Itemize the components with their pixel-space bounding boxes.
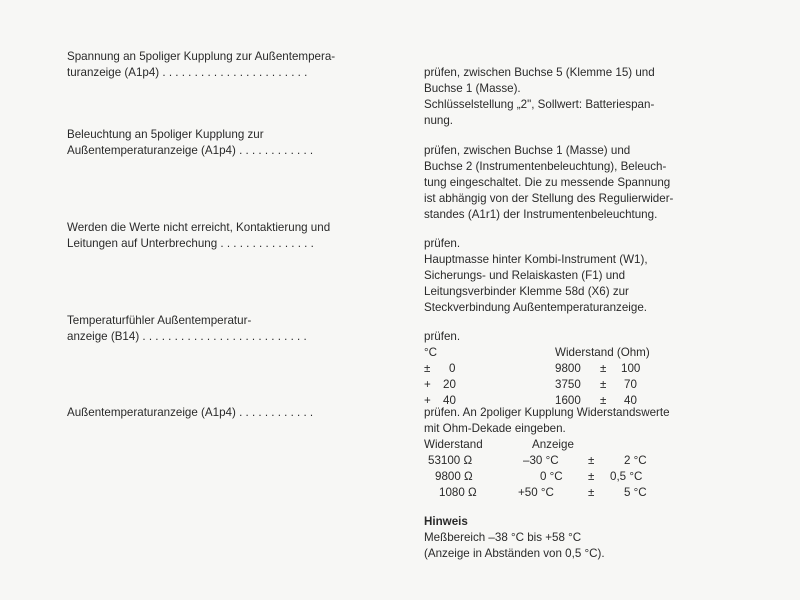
- table-row: [424, 361, 724, 377]
- table-row: [424, 377, 724, 393]
- note-title: Hinweis: [424, 515, 468, 528]
- label-line: Beleuchtung an 5poliger Kupplung zur: [67, 128, 264, 141]
- note-line: Meßbereich –38 °C bis +58 °C: [424, 531, 582, 544]
- entry-instruction: [424, 143, 724, 223]
- cell-sign: ±: [424, 362, 431, 375]
- instruction-line: Buchse 2 (Instrumentenbeleuchtung), Beleuch-: [424, 160, 667, 173]
- cell-resistance: 9800: [555, 362, 581, 375]
- cell-temp: 0: [449, 362, 456, 375]
- cell-pm: ±: [600, 394, 607, 407]
- instruction-line: prüfen.: [424, 237, 461, 250]
- table-row: [424, 469, 724, 485]
- cell-resistance: 1600: [555, 394, 581, 407]
- header-temp: °C: [424, 346, 438, 359]
- instruction-line: prüfen, zwischen Buchse 5 (Klemme 15) und: [424, 66, 655, 79]
- cell-pm: ±: [600, 362, 607, 375]
- cell-pm: ±: [588, 486, 595, 499]
- sensor-table-header: [424, 345, 724, 361]
- instruction-line: Hauptmasse hinter Kombi-Instrument (W1),: [424, 253, 648, 266]
- entry-instruction: [424, 65, 724, 129]
- entry-instruction: [424, 236, 724, 316]
- label-line: Leitungen auf Unterbrechung . . . . . . . . . . . . . . .: [67, 237, 314, 250]
- instruction-line: standes (A1r1) der Instrumentenbeleuchtung.: [424, 208, 658, 221]
- cell-display: 0 °C: [540, 470, 563, 483]
- cell-tolerance: 0,5 °C: [610, 470, 643, 483]
- label-line: Spannung an 5poliger Kupplung zur Außentempera-: [67, 50, 336, 63]
- instruction-line: prüfen, zwischen Buchse 1 (Masse) und: [424, 144, 631, 157]
- instruction-line: Leitungsverbinder Klemme 58d (X6) zur: [424, 285, 629, 298]
- entry-label: [67, 405, 417, 421]
- label-line: Außentemperaturanzeige (A1p4) . . . . . . . . . . . .: [67, 144, 314, 157]
- entry-label: [67, 220, 417, 252]
- cell-resistance: 53100 Ω: [428, 454, 473, 467]
- note-line: (Anzeige in Abständen von 0,5 °C).: [424, 547, 605, 560]
- cell-sign: +: [424, 394, 431, 407]
- instruction-line: nung.: [424, 114, 454, 127]
- table-row: [424, 485, 724, 501]
- label-line: turanzeige (A1p4) . . . . . . . . . . . . . . . . . . . . . . .: [67, 66, 308, 79]
- table-row: [424, 453, 724, 469]
- instruction-line: Sicherungs- und Relaiskasten (F1) und: [424, 269, 626, 282]
- instruction-line: ist abhängig von der Stellung des Regulierwider-: [424, 192, 674, 205]
- entry-instruction: [424, 405, 724, 501]
- instruction-line: tung eingeschaltet. Die zu messende Spannung: [424, 176, 671, 189]
- header-resistance: Widerstand (Ohm): [555, 346, 650, 359]
- cell-temp: 40: [443, 394, 456, 407]
- instruction-line: mit Ohm-Dekade eingeben.: [424, 422, 566, 435]
- label-line: anzeige (B14) . . . . . . . . . . . . . . . . . . . . . . . . . .: [67, 330, 307, 343]
- cell-sign: +: [424, 378, 431, 391]
- header-resistance: Widerstand: [424, 438, 483, 451]
- entry-instruction: [424, 329, 724, 409]
- cell-tolerance: 2 °C: [624, 454, 647, 467]
- cell-pm: ±: [588, 454, 595, 467]
- label-line: Außentemperaturanzeige (A1p4) . . . . . . . . . . . .: [67, 406, 314, 419]
- cell-display: –30 °C: [523, 454, 559, 467]
- cell-tolerance: 100: [621, 362, 641, 375]
- cell-pm: ±: [588, 470, 595, 483]
- cell-tolerance: 5 °C: [624, 486, 647, 499]
- cell-resistance: 3750: [555, 378, 581, 391]
- header-display: Anzeige: [532, 438, 574, 451]
- label-line: Temperaturfühler Außentemperatur-: [67, 314, 252, 327]
- instruction-line: prüfen.: [424, 330, 461, 343]
- note-content: [424, 514, 724, 562]
- entry-label: [67, 49, 417, 81]
- instruction-line: Schlüsselstellung „2", Sollwert: Batteriespan-: [424, 98, 655, 111]
- cell-display: +50 °C: [518, 486, 554, 499]
- display-table-header: [424, 437, 724, 453]
- instruction-line: Steckverbindung Außentemperaturanzeige.: [424, 301, 647, 314]
- cell-resistance: 1080 Ω: [439, 486, 477, 499]
- cell-resistance: 9800 Ω: [435, 470, 473, 483]
- entry-label: [67, 127, 417, 159]
- cell-pm: ±: [600, 378, 607, 391]
- label-line: Werden die Werte nicht erreicht, Kontaktierung und: [67, 221, 331, 234]
- cell-tolerance: 70: [624, 378, 637, 391]
- cell-tolerance: 40: [624, 394, 637, 407]
- entry-label: [67, 313, 417, 345]
- instruction-line: prüfen. An 2poliger Kupplung Widerstandswerte: [424, 406, 670, 419]
- cell-temp: 20: [443, 378, 456, 391]
- instruction-line: Buchse 1 (Masse).: [424, 82, 521, 95]
